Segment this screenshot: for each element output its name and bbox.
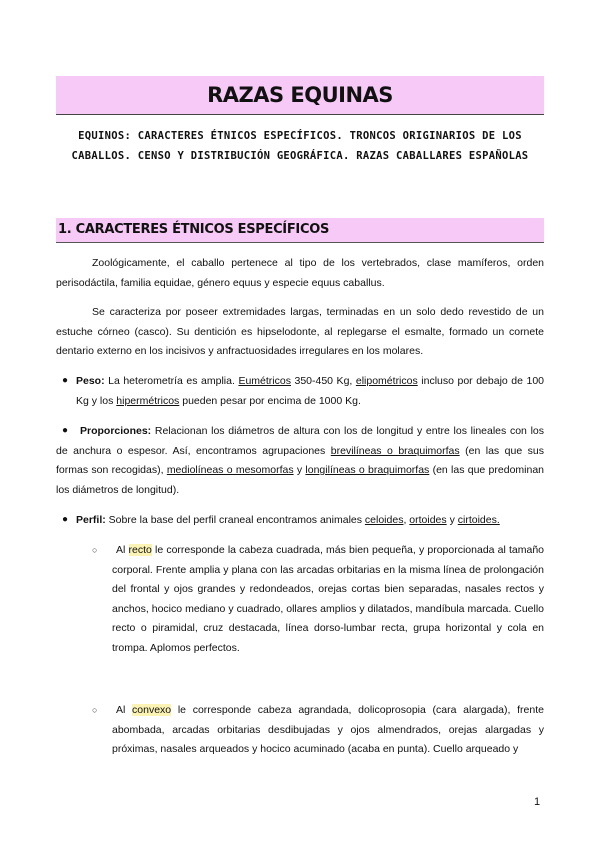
proporciones-medioline: mediolíneas o mesomorfas: [166, 464, 294, 477]
section-heading: [58, 222, 329, 237]
peso-label: Peso:: [76, 375, 105, 387]
section-number: 1.: [58, 222, 72, 237]
bullet-peso: ●: [62, 375, 69, 386]
sub-bullet-recto: ○: [92, 545, 98, 555]
perfil-celoides: celoides: [364, 514, 404, 526]
highlight-recto: recto: [128, 544, 152, 556]
proporciones-breviline: brevilíneas o braquimorfas: [330, 444, 460, 457]
sub-bullet-convexo: ○: [92, 705, 98, 715]
sub-item-recto: Al recto le corresponde la cabeza cuadrada, más bien pequeña, y proporcionada al tamaño corporal. Frente amplia y plana con las arcadas orbitarias en la misma línea de prolongación del frontal y ojos grandes y redondeados, orejas cortas bien separadas, nasales rectos y anchos, hocico mediano y cuadrado, ollares amplios y dilatados, mandíbula marcada. Cuello recto o piramidal, cruz destacada, línea dorso-lumbar recta, grupa horizontal y cola en trompa. Aplomos perfectos.: [112, 544, 544, 654]
peso-hipermetricos: hipermétricos: [116, 394, 180, 407]
list-item-proporciones: Proporciones: Relacionan los diámetros de altura con los de longitud y entre los lineales con los de anchura o espesor. Así, encontramos agrupaciones brevilíneas o braquimorfas (en las que sus formas son recogidas), mediolíneas o mesomorfas y longilíneas o braquimorfas (en las que predominan los diámetros de longitud).: [56, 425, 545, 496]
page-number: 1: [534, 796, 541, 808]
section-title: CARACTERES ÉTNICOS ESPECÍFICOS: [75, 222, 330, 237]
paragraph-zoologia: Zoológicamente, el caballo pertenece al tipo de los vertebrados, clase mamíferos, orden perisodáctila, familia equidae, género equus y especie equus caballus.: [56, 257, 544, 289]
proporciones-label: Proporciones:: [80, 425, 152, 437]
section-heading-band: [56, 218, 544, 243]
document-subtitle: EQUINOS: CARACTERES ÉTNICOS ESPECÍFICOS. TRONCOS ORIGINARIOS DE LOS CABALLOS. CENSO Y DISTRIBUCIÓN GEOGRÁFICA. RAZAS CABALLARES ESPAÑOLAS: [71, 130, 529, 162]
proporciones-longiline: longilíneas o braquimorfas: [305, 464, 430, 477]
peso-eumetricos: Eumétricos: [238, 375, 291, 387]
paragraph-caracteristicas: Se caracteriza por poseer extremidades largas, terminadas en un solo dedo revestido de un estuche córneo (casco). Su dentición es hipselodonte, al replegarse el esmalte, formado un cornete dentario externo en los incisivos y anfractuosidades irregulares en los molares.: [56, 306, 544, 358]
perfil-ortoides: ortoides: [409, 514, 447, 526]
peso-elipometricos: elipométricos: [355, 375, 418, 387]
page-title: RAZAS EQUINAS: [207, 83, 393, 107]
perfil-cirtoides: cirtoides.: [457, 514, 500, 526]
bullet-proporciones: ●: [62, 425, 69, 436]
list-item-peso: Peso: La heterometría es amplia. Eumétricos 350-450 Kg, elipométricos incluso por debajo de 100 Kg y los hipermétricos pueden pesar por encima de 1000 Kg.: [76, 375, 545, 407]
bullet-perfil: ●: [62, 514, 69, 525]
perfil-label: Perfil:: [76, 514, 106, 526]
title-band: [56, 76, 544, 115]
highlight-convexo: convexo: [132, 704, 172, 716]
list-item-perfil: Perfil: Sobre la base del perfil craneal encontramos animales celoides, ortoides y cirtoides.: [76, 514, 500, 526]
sub-item-convexo: Al convexo le corresponde cabeza agrandada, dolicoprosopia (cara alargada), frente abombada, arcadas orbitarias desdibujadas y ojos almendrados, orejas alargadas y próximas, nasales arqueados y hocico acuminado (acaba en punta). Cuello arqueado y: [112, 704, 544, 756]
